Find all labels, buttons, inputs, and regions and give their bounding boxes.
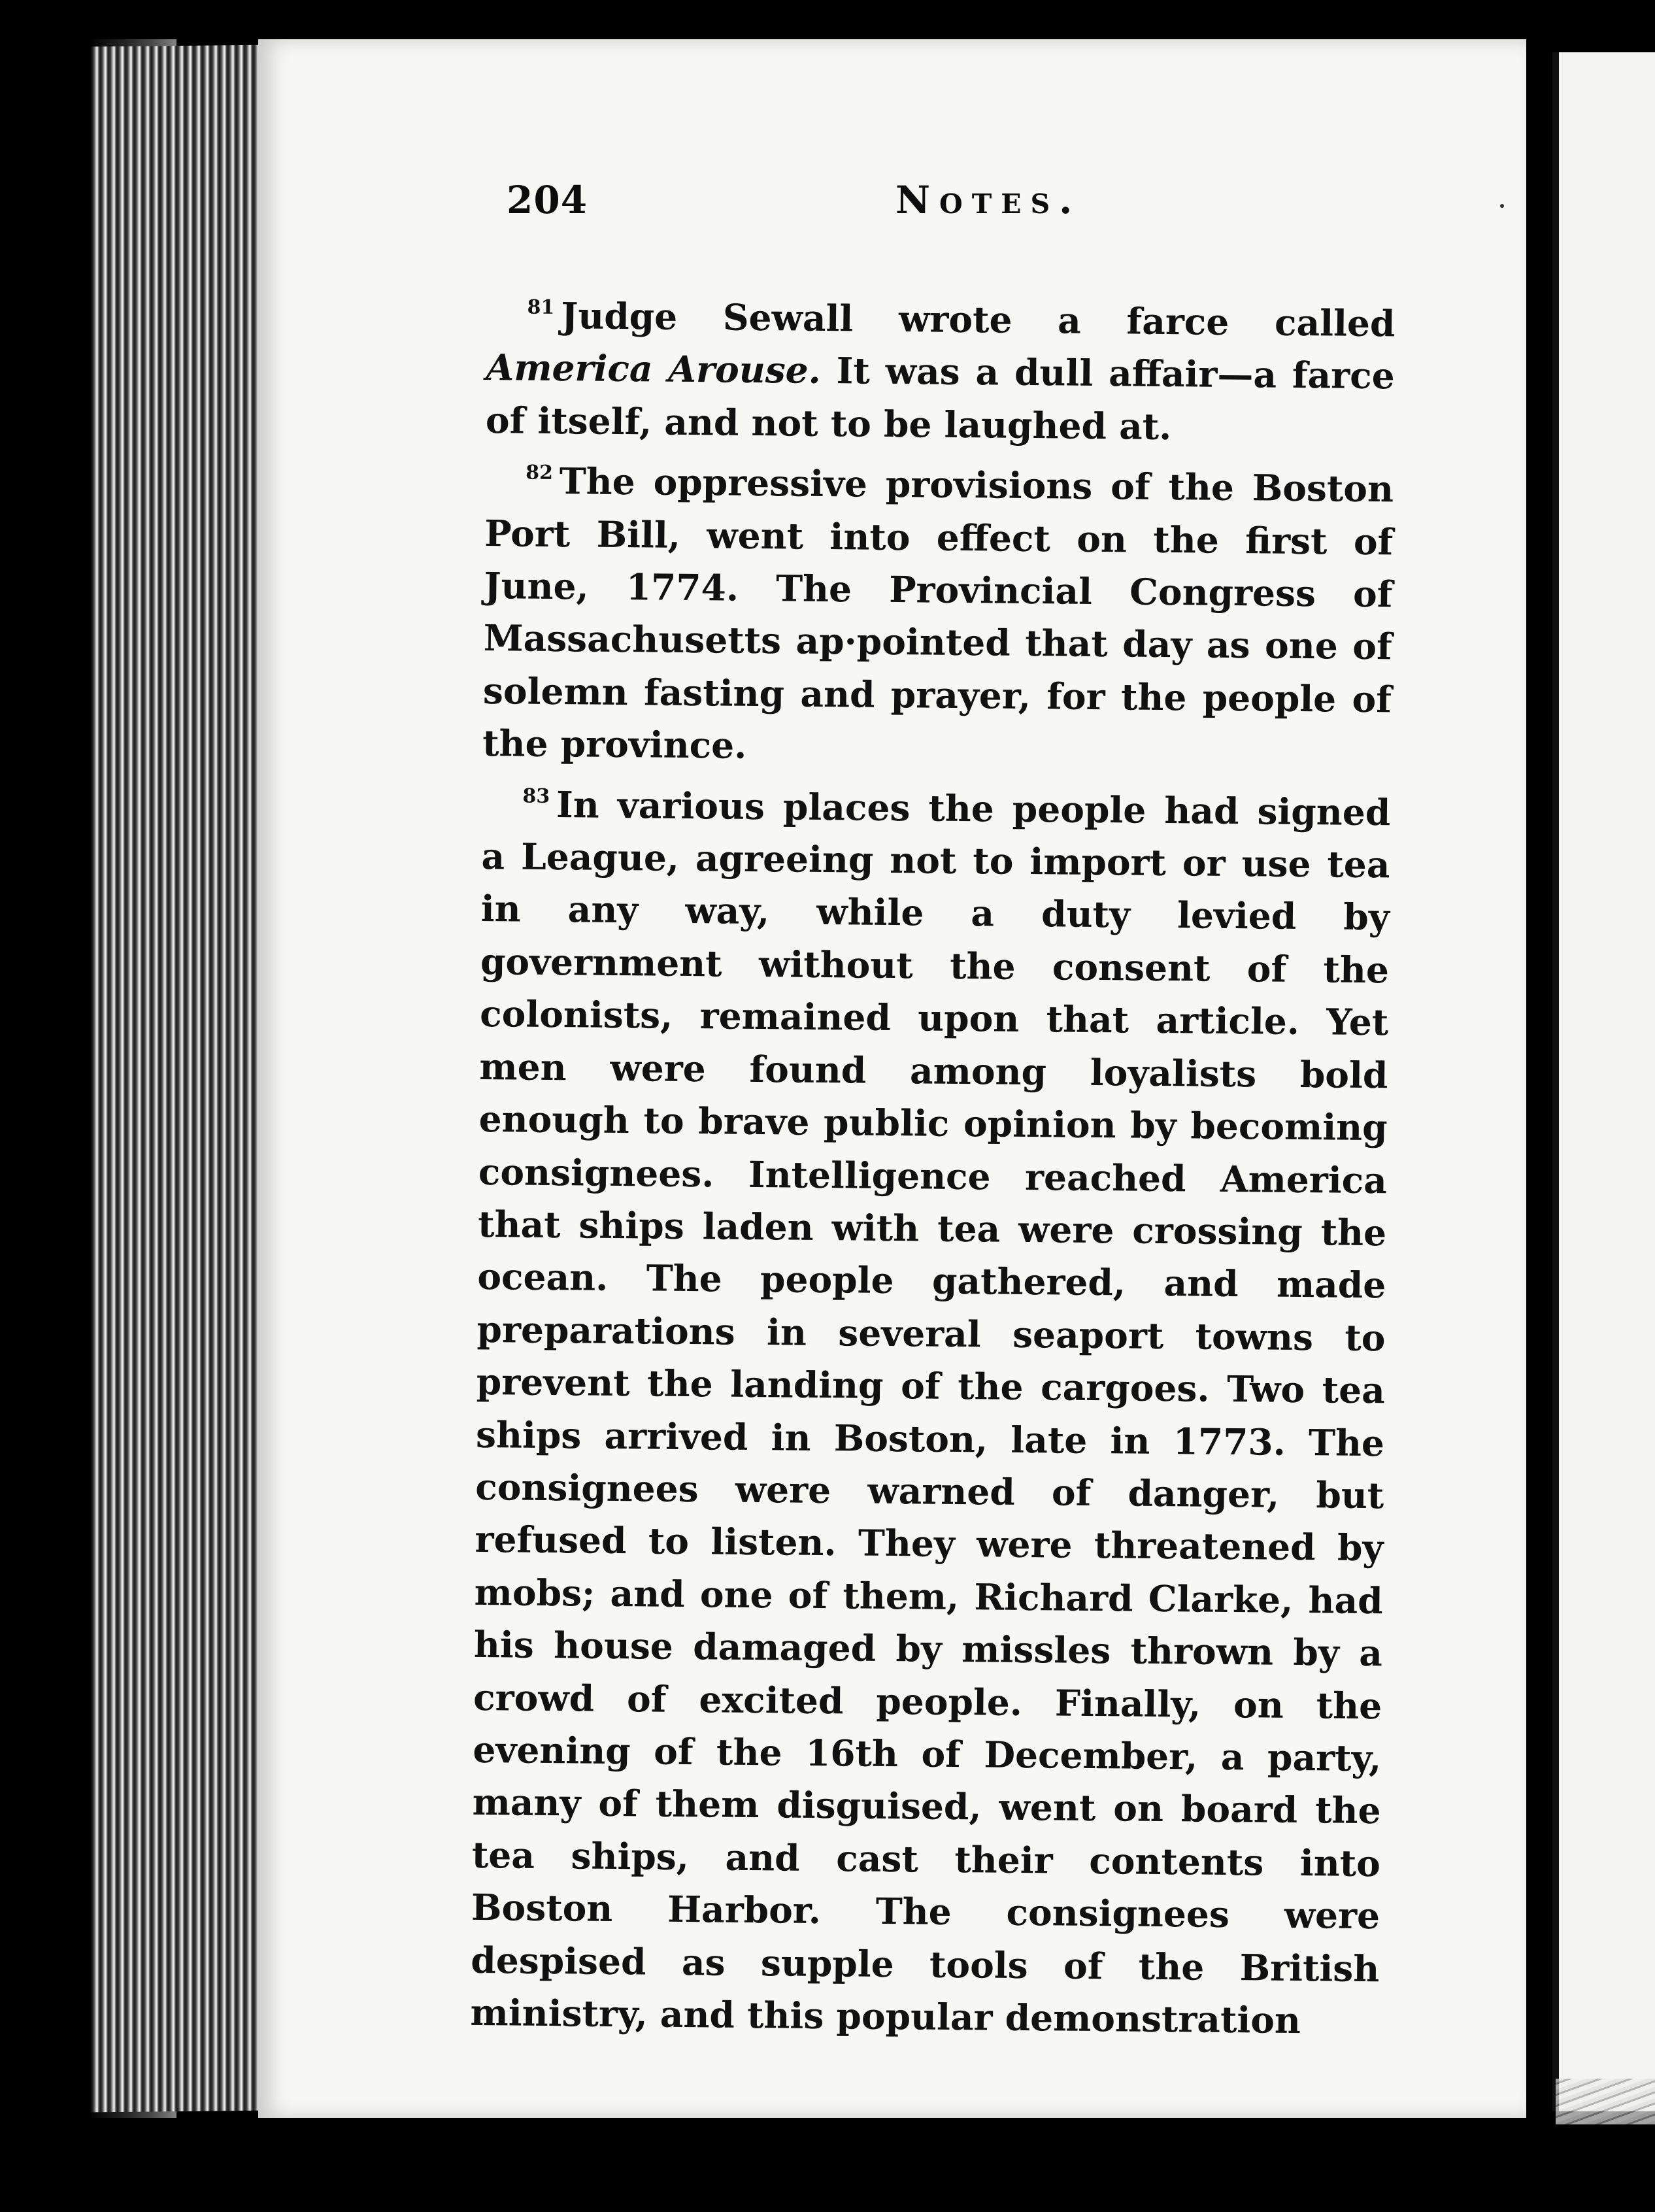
note-number: 82 [526,461,554,485]
note-number: 83 [522,784,550,808]
page-edges [92,45,268,2113]
note-text: It was a dull affair—a farce of itself, and not to be laughed at. [485,349,1395,448]
facing-page-edge [1552,52,1655,2111]
note-number: 81 [527,295,555,319]
page-header [507,178,1422,237]
note-text: The oppressive provisions of the Boston Port Bill, went into effect on the first of June, 1774. The Provincial Congress of Massachusetts ap·pointed that day as one of solemn fasting and prayer, for the people of the province. [482,460,1394,767]
work-title: America Arouse. [486,346,822,392]
note-83 [470,770,1391,2048]
note-82 [482,446,1394,779]
notes-body [470,281,1396,2048]
running-head: Notes. [895,178,1082,222]
page-number: 204 [507,178,588,222]
note-81 [486,281,1396,456]
note-text: Judge Sewall wrote a farce called [560,294,1396,345]
facing-page-smudge [1556,2079,1655,2124]
margin-speck [1500,204,1504,208]
note-text: In various places the people had signed a League, agreeing not to import or use tea in any way, while a duty levied by government without the consent of the colonists, remained upon that article. Yet men were found among loyalists bold enough to brave public opinion by becoming consignees. Intelligence reached America that ships laden with tea were crossing the ocean. The people gathered, and made preparations in several seaport towns to prevent the landing of the cargoes. Two tea ships arrived in Boston, late in 1773. The consignees were warned of danger, but refused to listen. They were threatened by mobs; and one of them, Richard Clarke, had his house damaged by missles thrown by a crowd of excited people. Finally, on the evening of the 16th of December, a party, many of them disguised, went on board the tea ships, and cast their contents into Boston Harbor. The consignees were despised as supple tools of the British ministry, and this popular demonstration [470,782,1391,2042]
